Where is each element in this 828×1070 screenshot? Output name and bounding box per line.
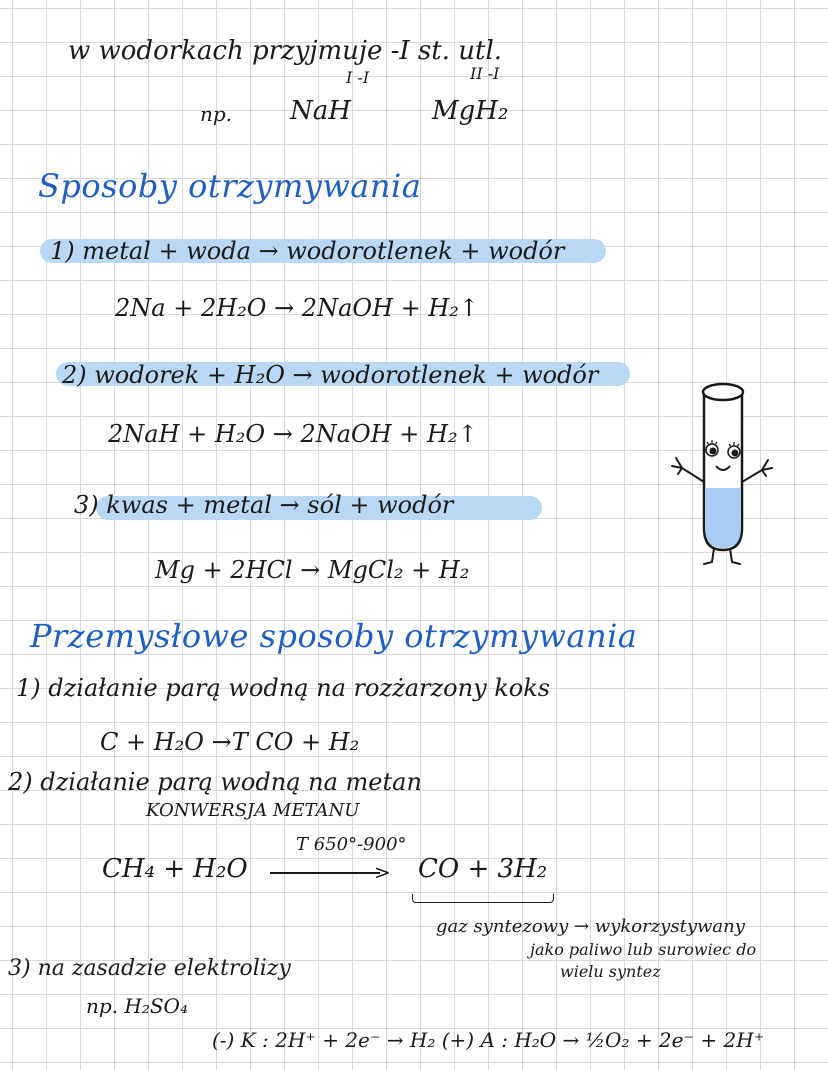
note-line-2: jako paliwo lub surowiec do: [530, 940, 757, 959]
industrial-3: 3) na zasadzie elektrolizy: [8, 956, 291, 981]
industrial-1-equation: C + H₂O →T CO + H₂: [100, 728, 360, 756]
equation-1: 2Na + 2H₂O → 2NaOH + H₂↑: [115, 294, 480, 322]
industrial-2-subtitle: KONWERSJA METANU: [146, 800, 360, 821]
heading-industrial: Przemysłowe sposoby otrzymywania: [30, 617, 638, 655]
method-2: 2) wodorek + H₂O → wodorotlenek + wodór: [62, 361, 599, 389]
industrial-2: 2) działanie parą wodną na metan: [8, 768, 422, 796]
formula-mgh2: MgH₂: [432, 96, 509, 126]
method-3: 3) kwas + metal → sól + wodór: [74, 491, 454, 519]
industrial-1: 1) działanie parą wodną na rozżarzony koks: [16, 674, 551, 702]
ox-state-a: I -I: [346, 68, 370, 87]
product-brace: [412, 894, 554, 903]
reaction-condition: T 650°-900°: [296, 834, 407, 855]
example-prefix: np.: [200, 102, 233, 126]
ox-state-b: II -I: [470, 64, 500, 83]
heading-methods: Sposoby otrzymywania: [38, 167, 422, 205]
industrial-2-left: CH₄ + H₂O: [102, 854, 248, 884]
industrial-2-right: CO + 3H₂: [418, 854, 548, 884]
intro-line: w wodorkach przyjmuje -I st. utl.: [68, 36, 503, 66]
formula-nah: NaH: [290, 96, 351, 126]
equation-3: Mg + 2HCl → MgCl₂ + H₂: [155, 556, 470, 584]
electrolysis-equation: (-) K : 2H⁺ + 2e⁻ → H₂ (+) A : H₂O → ½O₂ + 2e⁻ + 2H⁺: [212, 1028, 765, 1052]
note-line-1: gaz syntezowy → wykorzystywany: [436, 916, 745, 937]
method-1: 1) metal + woda → wodorotlenek + wodór: [50, 237, 565, 265]
reaction-arrow-head-icon: >: [374, 860, 391, 884]
equation-2: 2NaH + H₂O → 2NaOH + H₂↑: [108, 420, 478, 448]
note-line-3: wielu syntez: [560, 962, 661, 981]
industrial-3-example: np. H₂SO₄: [86, 994, 188, 1018]
test-tube-mascot-icon: [668, 378, 780, 578]
reaction-arrow: [270, 872, 380, 874]
